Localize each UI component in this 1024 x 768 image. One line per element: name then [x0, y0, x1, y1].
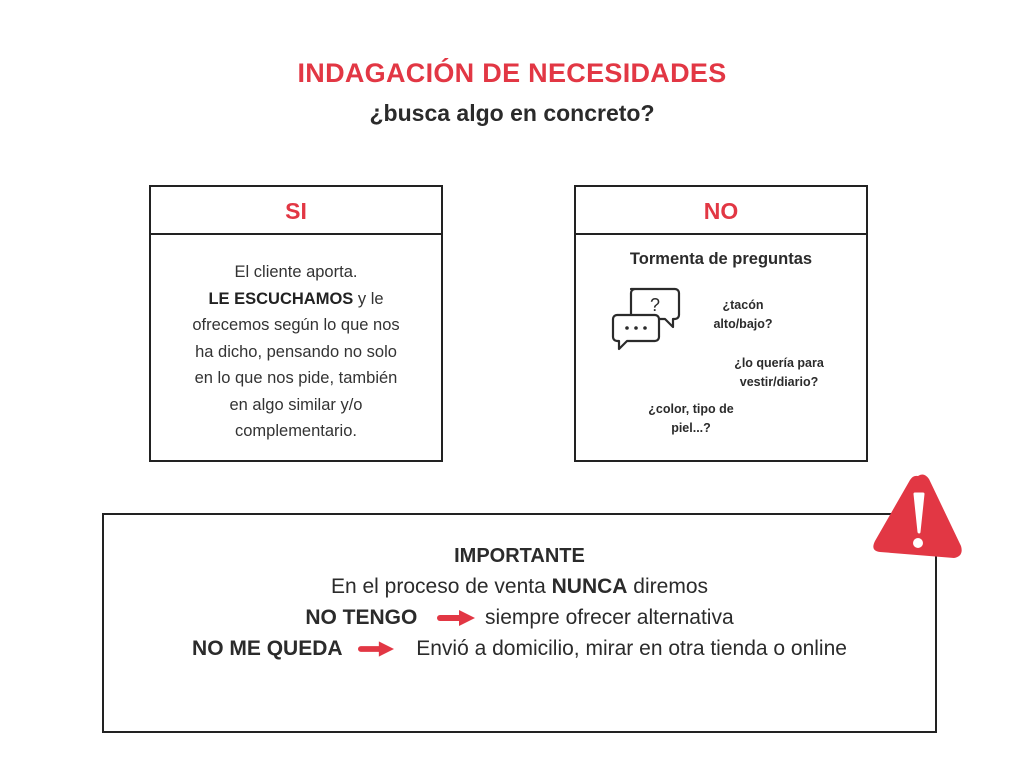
si-body: [151, 235, 441, 445]
important-line-never: [104, 575, 935, 599]
si-line-5: en lo que nos pide, también: [194, 369, 398, 387]
question-color: [626, 400, 756, 438]
question-heel: [698, 296, 788, 334]
no-tengo-text: siempre ofrecer alternativa: [485, 606, 734, 629]
right-arrow-icon: [437, 610, 475, 626]
si-line-1: El cliente aporta.: [234, 263, 358, 281]
question-use: [714, 354, 844, 392]
question-color-line-1: ¿color, tipo de: [648, 402, 734, 416]
warning-triangle-icon: [866, 470, 966, 566]
si-box: [149, 185, 443, 462]
no-me-queda-label: NO ME QUEDA: [192, 637, 343, 660]
question-heel-line-2: alto/bajo?: [713, 317, 773, 331]
question-heel-line-1: ¿tacón: [722, 298, 764, 312]
no-me-queda-text: Envió a domicilio, mirar en otra tienda o online: [416, 637, 847, 660]
page-title: INDAGACIÓN DE NECESIDADES: [297, 58, 727, 88]
no-subheading: Tormenta de preguntas: [629, 250, 813, 268]
si-heading: SI: [151, 187, 441, 235]
right-arrow-icon: [358, 641, 394, 657]
question-use-line-2: vestir/diario?: [739, 375, 819, 389]
never-suffix: diremos: [627, 575, 708, 598]
si-bold-listen: LE ESCUCHAMOS: [208, 289, 354, 308]
no-box: [574, 185, 868, 462]
important-title: IMPORTANTE: [454, 545, 585, 567]
si-line-6: en algo similar y/o: [229, 395, 363, 414]
question-use-line-1: ¿lo quería para: [734, 356, 824, 370]
si-line-2: [161, 286, 431, 313]
important-line-no-me-queda: [104, 637, 935, 661]
important-box: [102, 513, 937, 733]
never-prefix: En el proceso de venta: [330, 575, 552, 598]
no-heading: NO: [576, 187, 866, 235]
si-line-7: complementario.: [235, 422, 357, 440]
question-color-line-2: piel...?: [671, 421, 711, 435]
important-line-no-tengo: [104, 606, 935, 630]
never-bold: NUNCA: [551, 575, 628, 598]
chat-question-icon: [611, 285, 683, 357]
si-line-2-rest: y le: [353, 289, 384, 308]
si-line-3: ofrecemos según lo que nos: [192, 316, 400, 334]
no-tengo-label: NO TENGO: [305, 606, 418, 629]
si-line-4: ha dicho, pensando no solo: [195, 342, 397, 361]
page-subtitle: ¿busca algo en concreto?: [369, 100, 655, 126]
svg-text:?: ?: [649, 295, 661, 315]
